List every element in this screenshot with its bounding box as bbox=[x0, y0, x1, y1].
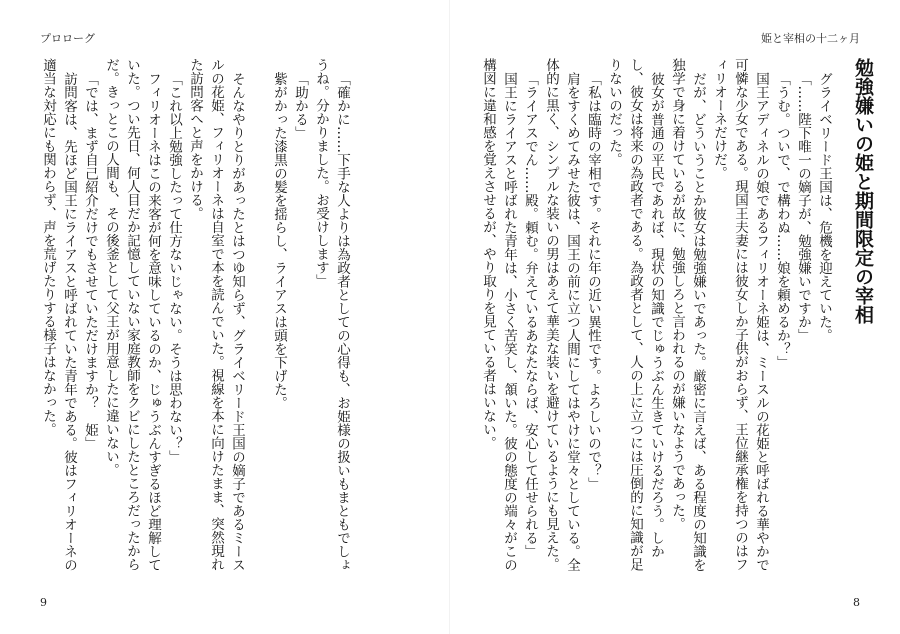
paragraph: だが、どういうことか彼女は勉強嫌いであった。厳密に言えば、ある程度の知識を独学で身に着けているが故に、勉強しろと言われるのが嫌いなようであった。 bbox=[669, 58, 706, 571]
paragraph-break bbox=[247, 58, 268, 59]
page-number-left: 9 bbox=[40, 596, 47, 609]
chapter-title: 勉強嫌いの姫と期間限定の宰相 bbox=[852, 58, 874, 324]
paragraph: 紫がかった漆黒の髪を揺らし、ライアスは頭を下げた。 bbox=[271, 71, 287, 409]
paragraph: 肩をすくめてみせた彼は、国王の前に立つ人間にしてはやけに堂々としている。全体的に黒く、シンプルな装いの男はあえて華美な装いを避けているようにも見えた。 bbox=[543, 58, 580, 571]
paragraph: グライベリード王国は、危機を迎えていた。 bbox=[816, 71, 832, 342]
left-page-text bbox=[22, 58, 352, 582]
paragraph: 「助かる」 bbox=[292, 71, 308, 139]
paragraph: フィリオーネはこの来客が何を意味しているのか、じゅうぶんすぎるほど理解していた。つい先日、何人目だか記憶していない家庭教師をクビにしたところだったからだ。きっとこの人間も、その後釜として父王が用意したに違いない。 bbox=[103, 58, 161, 571]
paragraph: 国王にライアスと呼ばれた青年は、小さく苦笑し、頷いた。彼の態度の端々がこの構図に違和感を覚えさせるが、やり取りを見ている者はいない。 bbox=[480, 58, 517, 571]
paragraph: 「私は臨時の宰相です。それに年の近い異性です。よろしいので？」 bbox=[585, 71, 601, 490]
paragraph: 国王アディネルの娘であるフィリオーネ姫は、ミースルの花姫と呼ばれる華やかで可憐な少女である。現国王夫妻には彼女しか子供がおらず、王位継承権を持つのはフィリオーネだけだ。 bbox=[711, 58, 769, 571]
paragraph: 「これ以上勉強したって仕方ないじゃない。そうは思わない？」 bbox=[166, 71, 182, 463]
paragraph: 「うむ。ついで、で構わぬ……娘を頼めるか？」 bbox=[774, 71, 790, 369]
page-number-right: 8 bbox=[853, 596, 860, 609]
paragraph: 彼女が普通の平民であれば、現状の知識でじゅうぶん生きていけるだろう。しかし、彼女は将来の為政者である。為政者として、人の上に立つには圧倒的に知識が足りないのだった。 bbox=[606, 58, 664, 571]
paragraph: 「……陛下唯一の嫡子が、勉強嫌いですか」 bbox=[795, 71, 811, 342]
right-page-text bbox=[476, 58, 876, 582]
paragraph: 「では、まず自己紹介だけでもさせていただけますか？ 姫」 bbox=[82, 71, 98, 450]
paragraph: 「ライアスでん……殿。頼む。弁えているあなたならば、安心して任せられる」 bbox=[522, 71, 538, 558]
paragraph: 「確かに……下手な人よりは為政者としての心得も、お姫様の扱いもまともでしょうね。分かりました。お受けします」 bbox=[313, 58, 350, 571]
running-header-right: 姫と宰相の十二ヶ月 bbox=[761, 32, 860, 45]
running-header-left: プロローグ bbox=[40, 32, 95, 45]
paragraph: そんなやりとりがあったとはつゆ知らず、グライベリード王国の嫡子であるミースルの花姫、フィリオーネは自室で本を読んでいた。視線を本に向けたまま、突然現れた訪問客へと声をかける。 bbox=[187, 58, 245, 571]
right-page bbox=[450, 0, 900, 634]
paragraph: 訪問客は、先ほど国王にライアスと呼ばれていた青年である。彼はフィリオーネの適当な対応にも関わらず、声を荒げたりする様子はなかった。 bbox=[40, 58, 77, 571]
